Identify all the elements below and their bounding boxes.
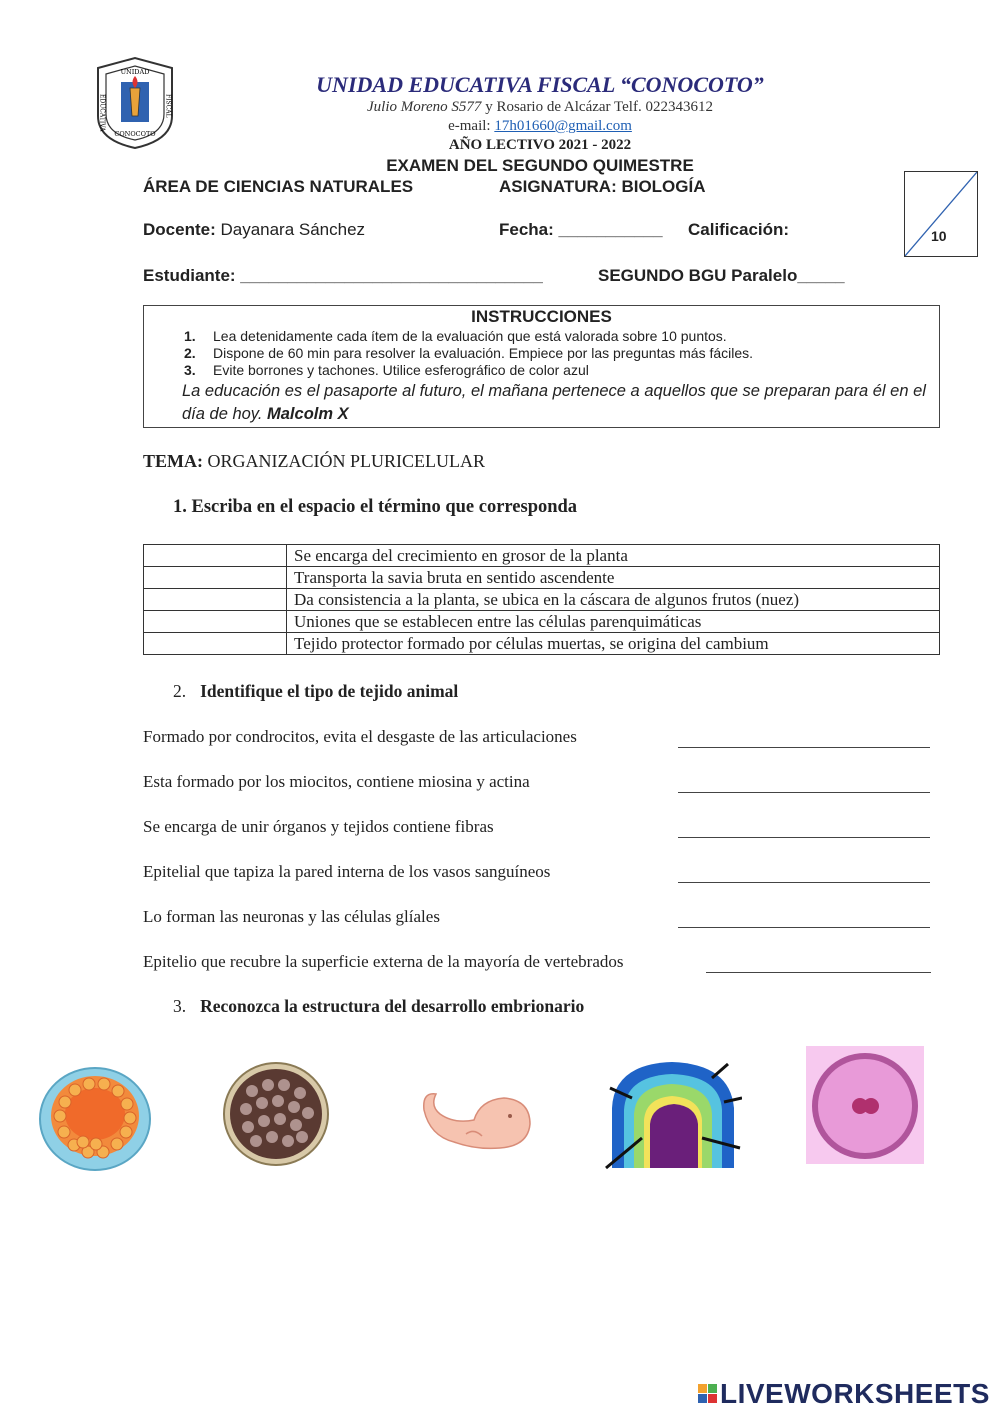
school-year: AÑO LECTIVO 2021 - 2022 — [448, 137, 632, 153]
max-score: 10 — [931, 228, 947, 244]
teacher-name: Dayanara Sánchez — [215, 220, 366, 239]
definition-cell: Transporta la savia bruta en sentido ascendente — [287, 567, 940, 589]
blastocyst-image — [38, 1066, 152, 1177]
instruction-item: 3. Evite borrones y tachones. Utilice esferográfico de color azul — [184, 362, 589, 378]
teacher-label: Docente: — [143, 220, 216, 239]
address-rest: y Rosario de Alcázar Telf. 022343612 — [481, 99, 713, 115]
exam-title: EXAMEN DEL SEGUNDO QUIMESTRE — [386, 156, 694, 175]
answer-line[interactable] — [678, 791, 930, 793]
date-field[interactable]: Fecha: ___________ — [499, 220, 663, 239]
table-row — [144, 611, 940, 633]
definition-cell: Tejido protector formado por células muertas, se origina del cambium — [287, 633, 940, 655]
logo-text-bottom: CONOCOTO — [114, 130, 156, 138]
definition-cell: Uniones que se establecen entre las células parenquimáticas — [287, 611, 940, 633]
table-row — [144, 567, 940, 589]
section1-title: 1. Escriba en el espacio el término que corresponda — [173, 497, 578, 517]
grade-label: Calificación: — [688, 220, 790, 239]
teacher-line — [143, 220, 365, 240]
answer-line[interactable] — [678, 836, 930, 838]
school-name: UNIDAD EDUCATIVA FISCAL “CONOCOTO” — [316, 72, 764, 97]
brand-text: LIVEWORKSHEETS — [720, 1378, 990, 1409]
answer-line[interactable] — [678, 881, 930, 883]
terms-table — [143, 544, 940, 655]
logo-text-top: UNIDAD — [120, 68, 150, 76]
liveworksheets-logo[interactable] — [698, 1378, 990, 1410]
school-address — [240, 99, 840, 116]
email-label: e-mail: — [448, 118, 495, 134]
tissue-question: Esta formado por los miocitos, contiene miosina y actina — [143, 772, 530, 791]
morula-image — [222, 1061, 330, 1172]
answer-line[interactable] — [706, 971, 931, 973]
course-field[interactable]: SEGUNDO BGU Paralelo_____ — [598, 266, 845, 285]
section2-title: 2. Identifique el tipo de tejido animal — [173, 681, 459, 701]
answer-cell[interactable] — [144, 589, 287, 611]
tissue-question: Epitelio que recubre la superficie externa de la mayoría de vertebrados — [143, 952, 624, 971]
fetus-image — [414, 1080, 536, 1159]
topic: TEMA: ORGANIZACIÓN PLURICELULAR — [143, 451, 485, 471]
subject-label: ASIGNATURA: BIOLOGÍA — [499, 177, 706, 196]
instruction-item: 2. Dispone de 60 min para resolver la evaluación. Empiece por las preguntas más fáciles. — [184, 345, 754, 361]
zygote-image — [806, 1046, 924, 1169]
answer-cell[interactable] — [144, 567, 287, 589]
answer-line[interactable] — [678, 746, 930, 748]
tissue-question: Epitelial que tapiza la pared interna de los vasos sanguíneos — [143, 862, 551, 881]
topic-value: ORGANIZACIÓN PLURICELULAR — [203, 451, 485, 471]
instructions-box — [143, 305, 940, 428]
tissue-question: Se encarga de unir órganos y tejidos contiene fibras — [143, 817, 494, 836]
school-logo — [88, 54, 182, 150]
definition-cell: Se encarga del crecimiento en grosor de la planta — [287, 545, 940, 567]
motivational-quote: La educación es el pasaporte al futuro, el mañana pertenece a aquellos que se preparan para él en el día de hoy. Malcolm X — [182, 382, 926, 423]
student-field[interactable]: Estudiante: ________________________________ — [143, 266, 543, 285]
instructions-title: INSTRUCCIONES — [471, 307, 612, 326]
table-row — [144, 633, 940, 655]
gastrula-image — [602, 1058, 742, 1183]
table-row — [144, 589, 940, 611]
instruction-item: 1. Lea detenidamente cada ítem de la evaluación que está valorada sobre 10 puntos. — [184, 328, 727, 344]
email-link[interactable]: 17h01660@gmail.com — [494, 118, 632, 134]
logo-text-right: FISCAL — [164, 94, 172, 118]
section3-title: 3. Reconozca la estructura del desarrollo embrionario — [173, 996, 585, 1016]
address-street: Julio Moreno S577 — [367, 99, 482, 115]
answer-line[interactable] — [678, 926, 930, 928]
school-email — [240, 118, 840, 135]
area-label: ÁREA DE CIENCIAS NATURALES — [143, 177, 414, 196]
tissue-question: Lo forman las neuronas y las células glíales — [143, 907, 440, 926]
logo-text-left: EDUCATIVA — [98, 94, 106, 132]
brand-icon — [698, 1381, 718, 1405]
quote-author: Malcolm X — [267, 405, 349, 423]
grade-box[interactable] — [904, 171, 978, 257]
answer-cell[interactable] — [144, 633, 287, 655]
table-row — [144, 545, 940, 567]
answer-cell[interactable] — [144, 611, 287, 633]
tissue-question: Formado por condrocitos, evita el desgaste de las articulaciones — [143, 727, 577, 746]
answer-cell[interactable] — [144, 545, 287, 567]
definition-cell: Da consistencia a la planta, se ubica en la cáscara de algunos frutos (nuez) — [287, 589, 940, 611]
